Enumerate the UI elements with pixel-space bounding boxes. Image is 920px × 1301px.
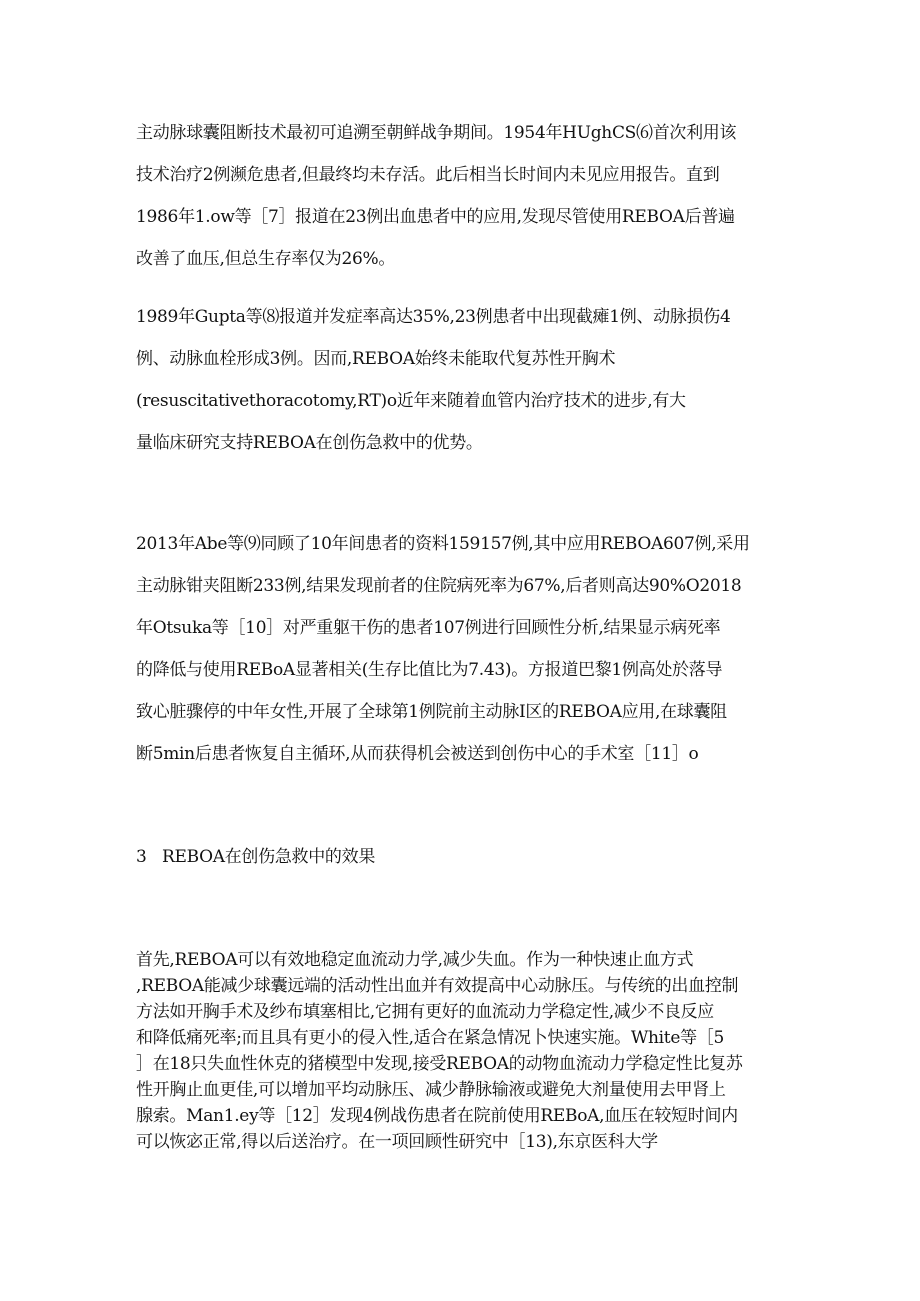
text-line: 年Otsuka等［10］对严重躯干伤的患者107例进行回顾性分析,结果显示病死率 [136, 618, 721, 638]
text-line: 和降低痛死率;而且具有更小的侵入性,适合在紧急情况卜快速实施。White等［5 [136, 1028, 724, 1048]
paragraph-clinical-studies [136, 523, 796, 775]
text-line: 主动脉钳夹阻断233例,结果发现前者的住院病死率为67%,后者则高达90%O2018 [136, 576, 742, 596]
text-line: 致心脏骤停的中年女性,开展了全球第1例院前主动脉I区的REBOA应用,在球囊阻 [136, 702, 727, 722]
text-line: 腺索。Man1.ey等［12］发现4例战伤患者在院前使用REBoA,血压在较短时间内 [136, 1106, 738, 1126]
text-line: 性开胸止血更佳,可以增加平均动脉压、减少静脉输液或避免大剂量使用去甲肾上 [136, 1080, 726, 1100]
text-line: 首先,REBOA可以有效地稳定血流动力学,减少失血。作为一种快速止血方式 [136, 950, 694, 970]
text-line: 主动脉球囊阻断技术最初可追溯至朝鲜战争期间。1954年HUghCS⑹首次利用该 [136, 123, 737, 143]
text-line: 量临床研究支持REBOA在创伤急救中的优势。 [136, 433, 483, 453]
text-line: 1989年Gupta等⑻报道并发症率高达35%,23例患者中出现截瘫1例、动脉损伤4 [136, 307, 731, 327]
section-number: 3 [136, 847, 147, 867]
text-line: 可以恢宓正常,得以后送治疗。在一项回顾性研究中［13),东京医科大学 [136, 1132, 658, 1152]
section-title: REBOA在创伤急救中的效果 [162, 847, 376, 867]
section-heading [136, 842, 375, 872]
text-line: 技术治疗2例濒危患者,但最终均未存活。此后相当长时间内未见应用报告。直到 [136, 165, 720, 185]
paragraph-effects [136, 947, 796, 1155]
text-line: 方法如开胸手术及纱布填塞相比,它拥有更好的血流动力学稳定性,减少不良反应 [136, 1002, 715, 1022]
text-line: ,REBOA能减少球囊远端的活动性出血并有效提高中心动脉压。与传统的出血控制 [136, 976, 739, 996]
text-line: 的降低与使用REBoA显著相关(生存比值比为7.43)。方报道巴黎1例高处於落导 [136, 660, 723, 680]
text-line: 例、动脉血栓形成3例。因而,REBOA始终未能取代复苏性开胸术 [136, 349, 616, 369]
text-line: (resuscitativethoracotomy,RT)o近年来随着血管内治疗技术的进步,有大 [136, 391, 686, 411]
text-line: 改善了血压,但总生存率仅为26%。 [136, 249, 396, 269]
paragraph-history-origin [136, 112, 796, 280]
text-line: ］在18只失血性休克的猪模型中发现,接受REBOA的动物血流动力学稳定性比复苏 [136, 1054, 743, 1074]
text-line: 1986年1.ow等［7］报道在23例出血患者中的应用,发现尽管使用REBOA后普遍 [136, 207, 735, 227]
text-line: 断5min后患者恢复自主循环,从而获得机会被送到创伤中心的手术室［11］o [136, 744, 699, 764]
text-line: 2013年Abe等⑼同顾了10年间患者的资料159157例,其中应用REBOA607例,采用 [136, 534, 750, 554]
paragraph-complications [136, 296, 796, 464]
